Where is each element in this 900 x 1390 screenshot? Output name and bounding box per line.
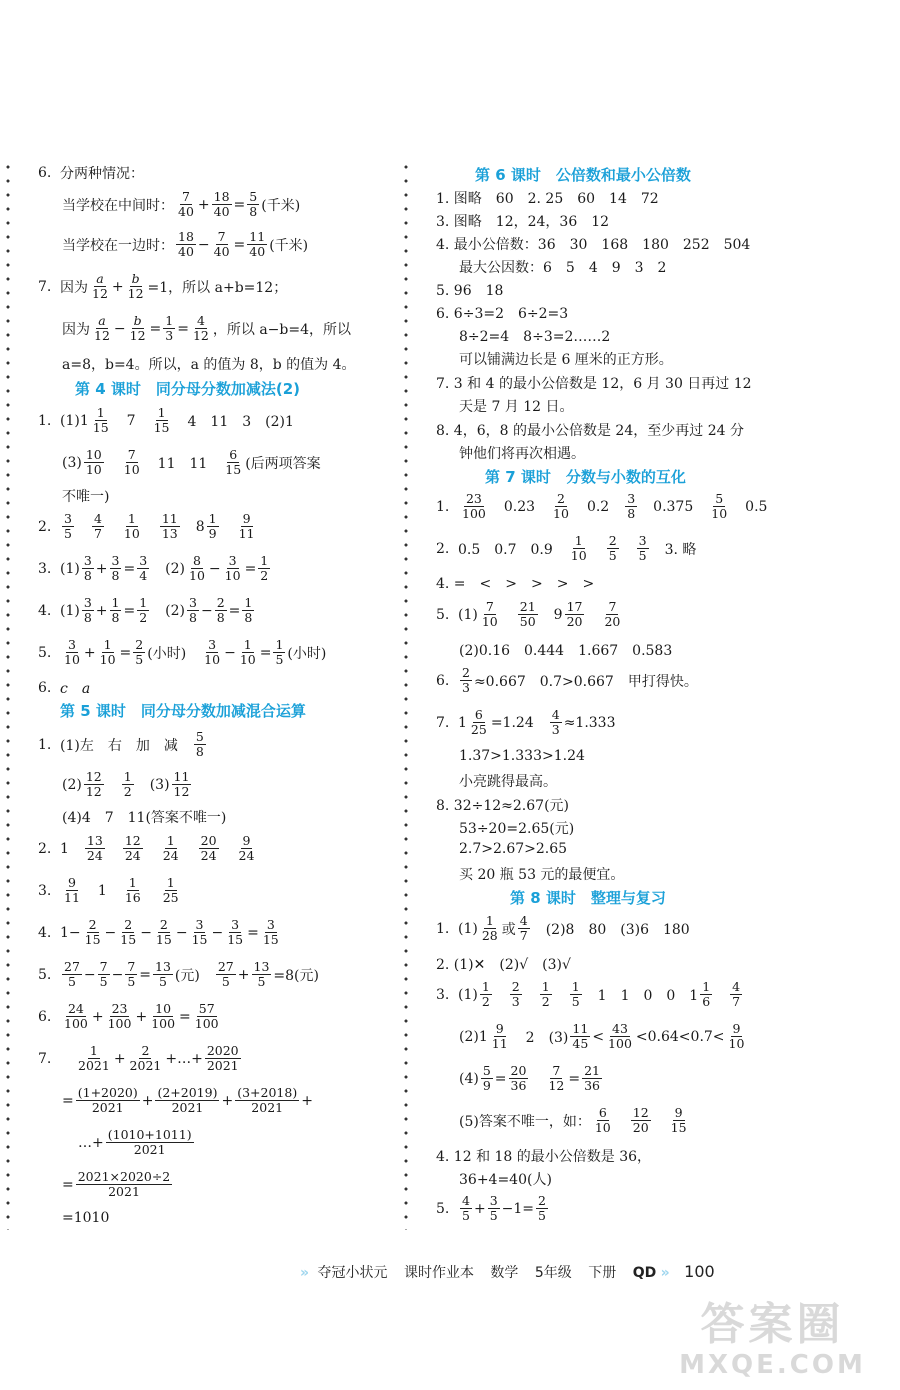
fraction: $\frac{1}{5}$	[571, 979, 580, 1009]
fraction: $\frac{4}{7}$	[732, 979, 741, 1009]
q-text: 4 11 3 (2)1	[187, 413, 294, 430]
fraction: $\frac{3}{5}$	[64, 511, 72, 541]
fraction: $\frac{2021\times 2020\div 2}{2021}$	[77, 1169, 171, 1199]
fraction: $\frac{b}{12}$	[127, 271, 144, 301]
s4q3-line: 3. (1) $\frac{3}{8}$ + $\frac{3}{8}$ = $\frac{3}{4}$ (2) $\frac{8}{10}$ − $\frac{3}{10}$ = $\frac{1}{2}$	[38, 553, 269, 583]
u3e-line	[459, 1106, 691, 1135]
fraction: $\frac{2}{15}$	[84, 917, 101, 947]
q-number: 5.	[38, 644, 52, 661]
q-number: 2.	[436, 540, 450, 557]
fraction: $\frac{3}{15}$	[262, 917, 279, 947]
r7b-line: 天是 7 月 12 日。	[459, 399, 574, 415]
q-number: 3.	[38, 560, 52, 577]
q-text: 8	[195, 518, 205, 535]
q-number: 7.	[38, 1050, 52, 1067]
q-number: 5.	[38, 966, 52, 983]
q-text: −1=	[501, 1200, 535, 1217]
fraction: $\frac{2}{3}$	[511, 979, 520, 1009]
s5q7-line: 7. $\frac{1}{2021}$ + $\frac{2}{2021}$ +…+ $\frac{2020}{2021}$	[38, 1043, 239, 1073]
series-name: 课时作业本	[403, 1265, 474, 1281]
fraction: $\frac{57}{100}$	[194, 1001, 219, 1031]
s5q1-c-line	[62, 807, 226, 827]
q-number: 6.	[38, 1008, 52, 1025]
fraction: $\frac{3}{10}$	[204, 637, 221, 667]
r8b-line: 钟他们将再次相遇。	[459, 446, 585, 462]
r6c-line: 可以铺满边长是 6 厘米的正方形。	[459, 352, 673, 368]
q-number: 4.	[38, 924, 52, 941]
r3-line: 3. 图略 12，24，36 12	[436, 214, 610, 230]
q-number: 5.	[436, 606, 450, 623]
q-text: (1)	[60, 602, 80, 619]
q-text: 1	[97, 882, 107, 899]
q-text: +…+	[165, 1050, 203, 1067]
s4q1-b-line	[62, 448, 321, 477]
fraction: $\frac{3}{4}$	[139, 553, 148, 583]
t5-line	[436, 600, 624, 629]
fraction: $\frac{2}{5}$	[538, 1193, 546, 1223]
q-number: 5.	[436, 1200, 450, 1217]
fraction: $\frac{1}{8}$	[244, 595, 253, 625]
unit: (元)	[174, 967, 200, 984]
volume: 下册	[588, 1265, 617, 1281]
u4b-line: 36+4=40(人)	[459, 1172, 552, 1188]
fraction: $\frac{7}{40}$	[178, 189, 194, 219]
fraction: $\frac{(1+2020)}{2021}$	[77, 1085, 138, 1115]
fraction: $\frac{1}{2}$	[481, 979, 490, 1009]
fraction: $\frac{(1010+1011)}{2021}$	[107, 1127, 192, 1157]
r8-line: 8. 4，6，8 的最小公倍数是 24，至少再过 24 分	[436, 423, 744, 439]
fraction: $\frac{1}{15}$	[92, 405, 109, 435]
q-number: 3.	[436, 986, 450, 1003]
r4-line: 4. 最小公倍数：36 30 168 180 252 504	[436, 237, 751, 253]
s4q4-line: 4. (1) $\frac{3}{8}$ + $\frac{1}{8}$ = $\frac{1}{2}$ (2) $\frac{3}{8}$ − $\frac{2}{8}$ = $\frac{1}{8}$	[38, 595, 253, 625]
unit: =8(元)	[273, 967, 319, 984]
q-text: a=8，b=4。所以，a 的值为 8，b 的值为 4。	[62, 357, 356, 373]
q-text: 分两种情况：	[60, 166, 144, 182]
fraction: $\frac{12}{20}$	[632, 1105, 649, 1135]
q-text: (4)4 7 11(答案不唯一)	[62, 810, 227, 826]
edition: QD	[632, 1265, 657, 1281]
subject: 数学	[490, 1265, 519, 1281]
fraction: $\frac{a}{12}$	[94, 313, 110, 343]
unit: (小时)	[147, 645, 187, 662]
fraction: $\frac{7}{20}$	[604, 599, 621, 629]
q-text: 或	[501, 921, 516, 938]
fraction: $\frac{23}{100}$	[107, 1001, 132, 1031]
q-text: =1，所以 a+b=12；	[147, 279, 288, 296]
t8-line: 8. 32÷12≈2.67(元)	[436, 798, 569, 814]
fraction: $\frac{9}{11}$	[491, 1021, 508, 1051]
s5q7-e-line	[62, 1210, 109, 1226]
q-text: ≈0.667 0.7>0.667 甲打得快。	[473, 673, 698, 690]
q-number: 7.	[38, 278, 52, 295]
section-title-8: 第 8 课时 整理与复习	[510, 889, 666, 907]
fraction: $\frac{10}{100}$	[151, 1001, 176, 1031]
fraction: $\frac{1}{10}$	[239, 637, 256, 667]
fraction: $\frac{7}{40}$	[213, 229, 230, 259]
fraction: $\frac{3}{15}$	[191, 917, 208, 947]
watermark-logo	[650, 1300, 895, 1385]
q-number: 6.	[38, 680, 52, 696]
middle-binding-dots	[404, 160, 408, 1230]
q-text: ，所以 a−b=4，所以	[212, 321, 352, 338]
fraction: $\frac{11}{13}$	[161, 511, 178, 541]
brand-name: 夺冠小状元	[317, 1265, 388, 1281]
q-text: 1 1 0 0 1	[597, 987, 699, 1004]
fraction: $\frac{2}{3}$	[462, 665, 470, 695]
q-text: (1)	[458, 986, 478, 1003]
q-text: …+	[78, 1134, 104, 1151]
fraction: $\frac{1}{16}$	[124, 875, 141, 905]
u5-line: 5. $\frac{4}{5}$ + $\frac{3}{5}$ −1= $\frac{2}{5}$	[436, 1193, 546, 1223]
fraction: $\frac{1}{15}$	[153, 405, 170, 435]
fraction: $\frac{6}{15}$	[225, 447, 242, 477]
chevron-right-icon: »	[660, 1265, 670, 1281]
u3d-line: (4) $\frac{5}{9}$ = $\frac{20}{36}$ $\frac{7}{12}$ = $\frac{21}{36}$	[459, 1063, 600, 1093]
q6-a-line: 当学校在中间时： $\frac{7}{40}$ + $\frac{18}{40}$ = $\frac{5}{8}$ (千米)	[62, 189, 301, 219]
q-text: (3)	[62, 454, 82, 471]
fraction: $\frac{20}{36}$	[510, 1063, 527, 1093]
fraction: $\frac{9}{10}$	[728, 1021, 745, 1051]
fraction: $\frac{1}{24}$	[162, 833, 179, 863]
fraction: $\frac{27}{5}$	[64, 959, 80, 989]
fraction: $\frac{10}{10}$	[85, 447, 102, 477]
fraction: $\frac{1}{6}$	[702, 979, 711, 1009]
s5q7-c-line	[78, 1128, 196, 1157]
r7-line: 7. 3 和 4 的最小公倍数是 12，6 月 30 日再过 12	[436, 376, 752, 392]
u3-line	[436, 980, 744, 1009]
u2-line: 2. (1)✕ (2)√ (3)√	[436, 957, 571, 973]
q-text: (5)答案不唯一，如：	[459, 1113, 591, 1130]
t5c-line: (2)0.16 0.444 1.667 0.583	[459, 643, 673, 659]
fraction: $\frac{5}{8}$	[249, 189, 258, 219]
q-number: 1.	[38, 412, 52, 429]
q-text: (4)	[459, 1070, 479, 1087]
fraction: $\frac{1}{10}$	[99, 637, 116, 667]
u4-line: 4. 12 和 18 的最小公倍数是 36，	[436, 1149, 652, 1165]
q-text: 11 11	[157, 455, 208, 472]
q-text: 0.5	[745, 498, 768, 515]
fraction: $\frac{(2+2019)}{2021}$	[157, 1085, 218, 1115]
fraction: $\frac{23}{100}$	[462, 491, 486, 521]
fraction: $\frac{3}{10}$	[224, 553, 241, 583]
s5q2-line	[38, 834, 258, 863]
fraction: $\frac{3}{8}$	[627, 491, 636, 521]
q-number: 4.	[38, 602, 52, 619]
fraction: $\frac{1}{28}$	[481, 913, 498, 943]
fraction: $\frac{13}{5}$	[155, 959, 171, 989]
q7-line: 7. 因为 $\frac{a}{12}$ + $\frac{b}{12}$ =1，所以 a+b=12；	[38, 271, 288, 301]
section-title-5: 第 5 课时 同分母分数加减混合运算	[60, 702, 306, 720]
q-text: 1	[458, 714, 467, 731]
fraction: $\frac{3}{8}$	[111, 553, 120, 583]
q6-line	[38, 163, 144, 183]
fraction: $\frac{6}{10}$	[594, 1105, 611, 1135]
s5q1-b-line	[62, 770, 193, 799]
q-text: (2)8 80 (3)6 180	[545, 921, 690, 938]
watermark-url: MXQE.COM	[679, 1350, 866, 1380]
s5q7-b-line: = $\frac{(1+2020)}{2021}$ + $\frac{(2+2019)}{2021}$ + $\frac{(3+2018)}{2021}$ +	[62, 1085, 313, 1115]
fraction: $\frac{1}{2}$	[139, 595, 148, 625]
fraction: $\frac{9}{24}$	[238, 833, 255, 863]
fraction: $\frac{3}{8}$	[189, 595, 197, 625]
fraction: $\frac{7}{5}$	[99, 959, 108, 989]
q-text: (后两项答案	[245, 455, 321, 472]
r1-line: 1. 图略 60 2. 25 60 14 72	[436, 191, 659, 207]
fraction: $\frac{1}{10}$	[123, 511, 140, 541]
fraction: $\frac{b}{12}$	[129, 313, 146, 343]
q-text: 1−	[60, 924, 81, 941]
q6-b-line: 当学校在一边时： $\frac{18}{40}$ − $\frac{7}{40}$ = $\frac{11}{40}$ (千米)	[62, 229, 309, 259]
q-text: (1)	[458, 920, 478, 937]
fraction: $\frac{8}{10}$	[189, 553, 205, 583]
q-text: (2)1	[459, 1028, 488, 1045]
t7-line	[436, 708, 616, 737]
fraction: $\frac{2}{15}$	[120, 917, 137, 947]
unit: (千米)	[261, 197, 301, 214]
fraction: $\frac{11}{40}$	[249, 229, 266, 259]
s4q1-c-line	[62, 486, 109, 506]
fraction: $\frac{18}{40}$	[213, 189, 230, 219]
fraction: $\frac{1}{2021}$	[78, 1043, 110, 1073]
fraction: $\frac{5}{9}$	[482, 1063, 491, 1093]
fraction: $\frac{11}{12}$	[173, 769, 190, 799]
fraction: $\frac{9}{11}$	[64, 875, 80, 905]
fraction: $\frac{3}{5}$	[638, 533, 647, 563]
t8c-line: 2.7>2.67>2.65	[459, 841, 568, 857]
u1-line	[436, 914, 690, 943]
s4q5-line: 5. $\frac{3}{10}$ + $\frac{1}{10}$ = $\frac{2}{5}$ (小时) $\frac{3}{10}$ − $\frac{1}{10}$ = $\frac{1}{5}$ (小时)	[38, 637, 327, 667]
fraction: $\frac{18}{40}$	[178, 229, 194, 259]
q-text: ≈1.333	[563, 714, 616, 731]
page-number: 100	[684, 1262, 715, 1281]
s5q5-line: 5. $\frac{27}{5}$ − $\frac{7}{5}$ − $\frac{7}{5}$ = $\frac{13}{5}$ (元) $\frac{27}{5}$ + $\frac{13}{5}$ =8(元)	[38, 959, 319, 989]
fraction: $\frac{2020}{2021}$	[206, 1043, 239, 1073]
q-text: =1010	[62, 1210, 110, 1226]
unit: (小时)	[287, 645, 327, 662]
page-footer	[300, 1262, 715, 1282]
q-number: 1.	[436, 498, 450, 515]
fraction: $\frac{7}{12}$	[548, 1063, 565, 1093]
fraction: $\frac{11}{45}$	[572, 1021, 589, 1051]
r6-line: 6. 6÷3=2 6÷2=3	[436, 306, 569, 322]
fraction: $\frac{2}{5}$	[135, 637, 144, 667]
fraction: $\frac{21}{36}$	[584, 1063, 600, 1093]
s4q2-line	[38, 512, 259, 541]
fraction: $\frac{9}{15}$	[670, 1105, 687, 1135]
r4b-line: 最大公因数：6 5 4 9 3 2	[459, 260, 667, 276]
fraction: $\frac{(3+2018)}{2021}$	[237, 1085, 298, 1115]
fraction: $\frac{6}{25}$	[470, 707, 487, 737]
q-number: 1.	[38, 736, 52, 753]
fraction: $\frac{1}{5}$	[275, 637, 284, 667]
q-text: (2)	[165, 602, 186, 619]
fraction: $\frac{3}{5}$	[489, 1193, 498, 1223]
r6b-line: 8÷2=4 8÷3=2……2	[459, 329, 611, 345]
q-text: 因为	[62, 321, 90, 338]
chevron-right-icon: »	[300, 1265, 310, 1281]
q-text: =1.24	[490, 714, 534, 731]
fraction: $\frac{2}{10}$	[553, 491, 569, 521]
q-text: 1	[60, 840, 69, 857]
s5q4-line: 4. 1− $\frac{2}{15}$ − $\frac{2}{15}$ − $\frac{2}{15}$ − $\frac{3}{15}$ − $\frac{3}{15}$ = $\frac{3}{15}$	[38, 917, 279, 947]
q-text: (1)	[60, 412, 80, 429]
q-text: c a	[60, 681, 91, 697]
fraction: $\frac{4}{5}$	[462, 1193, 470, 1223]
q-text: 不唯一)	[62, 489, 110, 505]
q-text: 2 (3)	[525, 1029, 569, 1046]
q-text: 当学校在中间时：	[62, 197, 174, 214]
q-text: 当学校在一边时：	[62, 237, 174, 254]
section-title-7: 第 7 课时 分数与小数的互化	[485, 468, 686, 486]
q-text: (1)左 右 加 减	[60, 737, 178, 754]
q7-c-line	[62, 354, 356, 374]
q-text: (1)	[458, 606, 478, 623]
fraction: $\frac{5}{8}$	[195, 729, 204, 759]
fraction: $\frac{2}{15}$	[155, 917, 172, 947]
q-number: 7.	[436, 714, 450, 731]
fraction: $\frac{1}{10}$	[570, 533, 587, 563]
fraction: $\frac{2}{2021}$	[129, 1043, 162, 1073]
s5q3-line	[38, 876, 183, 905]
unit: (千米)	[269, 237, 309, 254]
q-text: 因为	[60, 279, 88, 296]
section-title-6: 第 6 课时 公倍数和最小公倍数	[475, 166, 691, 184]
q-text: 9	[553, 606, 563, 623]
fraction: $\frac{27}{5}$	[217, 959, 234, 989]
fraction: $\frac{13}{24}$	[86, 833, 103, 863]
s5q7-d-line: = $\frac{2021\times 2020\div 2}{2021}$	[62, 1169, 171, 1199]
fraction: $\frac{1}{8}$	[111, 595, 120, 625]
q-number: 2.	[38, 840, 52, 857]
s5q6-line: 6. $\frac{24}{100}$ + $\frac{23}{100}$ + $\frac{10}{100}$ = $\frac{57}{100}$	[38, 1001, 219, 1031]
t4-line: 4. = < > > > >	[436, 576, 595, 592]
fraction: $\frac{1}{2}$	[123, 769, 132, 799]
q-text: 0.375	[653, 498, 694, 515]
s4q6-line	[38, 678, 90, 698]
fraction: $\frac{12}{24}$	[124, 833, 141, 863]
fraction: $\frac{7}{10}$	[123, 447, 140, 477]
q-number: 3.	[38, 882, 52, 899]
q-text: 3. 略	[664, 541, 697, 558]
fraction: $\frac{1}{3}$	[165, 313, 174, 343]
section-title-4: 第 4 课时 同分母分数加减法(2)	[75, 380, 301, 398]
fraction: $\frac{12}{12}$	[85, 769, 102, 799]
fraction: $\frac{17}{20}$	[566, 599, 583, 629]
q-text: <0.64<0.7<	[635, 1028, 725, 1045]
fraction: $\frac{24}{100}$	[64, 1001, 88, 1031]
q-text: 0.2	[586, 498, 610, 515]
watermark-title: 答案圈	[700, 1299, 845, 1350]
fraction: $\frac{9}{11}$	[238, 511, 255, 541]
q-number: 2.	[38, 518, 52, 535]
fraction: $\frac{a}{12}$	[92, 271, 108, 301]
t2-line	[436, 534, 696, 563]
q-number: 1.	[436, 920, 450, 937]
q-number: 6.	[38, 165, 52, 181]
r5-line: 5. 96 18	[436, 283, 504, 299]
fraction: $\frac{3}{8}$	[83, 595, 92, 625]
q-text: (3)	[149, 776, 170, 793]
fraction: $\frac{21}{50}$	[519, 599, 536, 629]
fraction: $\frac{4}{7}$	[93, 511, 102, 541]
s5q1-line	[38, 730, 208, 759]
q-number: 6.	[436, 672, 450, 689]
t7e-line: 小亮跳得最高。	[459, 774, 557, 790]
fraction: $\frac{43}{100}$	[608, 1021, 632, 1051]
grade: 5年级	[534, 1265, 572, 1281]
left-binding-dots	[6, 160, 10, 1230]
fraction: $\frac{3}{10}$	[64, 637, 80, 667]
t1-line	[436, 492, 767, 521]
fraction: $\frac{1}{9}$	[208, 511, 217, 541]
fraction: $\frac{13}{5}$	[253, 959, 270, 989]
fraction: $\frac{3}{15}$	[227, 917, 244, 947]
q-text: (1)	[60, 560, 80, 577]
q-text: (2)	[62, 776, 82, 793]
fraction: $\frac{1}{25}$	[162, 875, 179, 905]
u3c-line: (2)1 $\frac{9}{11}$ 2 (3) $\frac{11}{45}$ < $\frac{43}{100}$ <0.64<0.7< $\frac{9}{10}$	[459, 1021, 745, 1051]
fraction: $\frac{4}{12}$	[192, 313, 209, 343]
fraction: $\frac{4}{7}$	[519, 913, 528, 943]
q-text: 7	[126, 412, 136, 429]
q-text: (2)	[165, 560, 186, 577]
t6-line	[436, 666, 698, 695]
s4q1-line: 1. (1) 1 $\frac{1}{15}$ 7 $\frac{1}{15}$ 4 11 3 (2)1	[38, 405, 294, 435]
fraction: $\frac{2}{8}$	[216, 595, 225, 625]
q-text: 0.23	[503, 498, 536, 515]
fraction: $\frac{3}{8}$	[83, 553, 92, 583]
t8d-line: 买 20 瓶 53 元的最便宜。	[459, 867, 625, 883]
fraction: $\frac{5}{10}$	[711, 491, 728, 521]
q-text: 0.5 0.7 0.9	[458, 541, 553, 558]
fraction: $\frac{4}{3}$	[551, 707, 560, 737]
fraction: $\frac{2}{5}$	[608, 533, 617, 563]
fraction: $\frac{20}{24}$	[200, 833, 217, 863]
fraction: $\frac{1}{2}$	[541, 979, 550, 1009]
t7d-line: 1.37>1.333>1.24	[459, 748, 585, 764]
fraction: $\frac{1}{2}$	[260, 553, 269, 583]
t8b-line: 53÷20=2.65(元)	[459, 821, 575, 837]
q7-b-line: 因为 $\frac{a}{12}$ − $\frac{b}{12}$ = $\frac{1}{3}$ = $\frac{4}{12}$ ，所以 a−b=4，所以	[62, 313, 352, 343]
fraction: $\frac{7}{10}$	[481, 599, 498, 629]
fraction: $\frac{7}{5}$	[127, 959, 136, 989]
